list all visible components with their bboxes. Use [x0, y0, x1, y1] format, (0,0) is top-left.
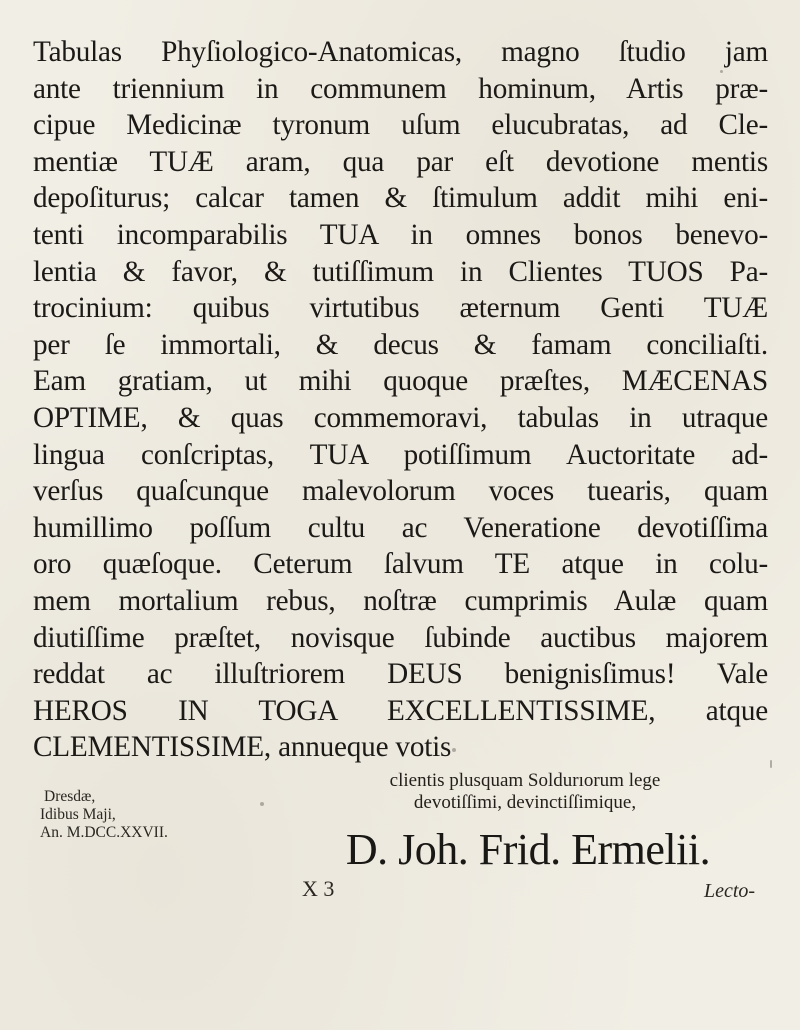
dateline-year: An. M.DCC.XXVII.: [40, 824, 168, 841]
text-line: OPTIME, & quas commemoravi, tabulas in utraque: [33, 401, 768, 434]
closing-line: devotiſſimi, devinctiſſimique,: [413, 792, 637, 813]
paper-speck: [452, 748, 456, 752]
text-line: Eam gratiam, ut mihi quoque præſtes, MÆCENAS: [33, 365, 768, 398]
text-line: lentia & favor, & tutiſſimum in Clientes TUOS Pa-: [33, 255, 768, 288]
text-line: diutiſſime præſtet, novisque ſubinde auctibus majorem: [33, 621, 768, 654]
text-line: depoſiturus; calcar tamen & ſtimulum addit mihi eni-: [33, 182, 768, 215]
text-line: Tabulas Phyſiologico-Anatomicas, magno ſtudio jam: [33, 36, 768, 68]
text-line: per ſe immortali, & decus & famam conciliaſti.: [33, 328, 768, 361]
text-line: CLEMENTISSIME, annueque votis: [33, 731, 452, 764]
text-line: ante triennium in communem hominum, Artis præ-: [33, 72, 768, 105]
text-line: mentiæ TUÆ aram, qua par eſt devotione mentis: [33, 145, 768, 178]
paper-speck: [770, 760, 772, 768]
text-line: trocinium: quibus virtutibus æternum Genti TUÆ: [33, 292, 768, 325]
text-line: cipue Medicinæ tyronum uſum elucubratas, ad Cle-: [33, 109, 768, 142]
text-line: oro quæſoque. Ceterum ſalvum TE atque in colu-: [33, 548, 768, 581]
text-line: mem mortalium rebus, noſtræ cumprimis Aulæ quam: [33, 584, 768, 617]
closing-line: clientis plusquam Soldurıorum lege: [389, 770, 661, 791]
dateline-place: Dresdæ,: [44, 788, 96, 805]
signature: D. Joh. Frid. Ermelii.: [345, 825, 711, 874]
text-line: reddat ac illuſtriorem DEUS benignisſimus! Vale: [33, 658, 768, 691]
signature-mark: X 3: [302, 876, 335, 901]
text-line: HEROS IN TOGA EXCELLENTISSIME, atque: [33, 694, 768, 727]
text-line: verſus quaſcunque malevolorum voces tuearis, quam: [33, 475, 768, 508]
text-line: lingua conſcriptas, TUA potiſſimum Auctoritate ad-: [33, 438, 768, 471]
closing-formula: [290, 770, 760, 814]
dedication-text: [33, 34, 768, 766]
dateline: [40, 788, 168, 842]
text-line: humillimo poſſum cultu ac Veneratione devotiſſima: [33, 511, 768, 544]
paper-speck: [260, 802, 264, 806]
catchword: Lecto-: [704, 880, 756, 902]
paper-speck: [720, 70, 723, 73]
dateline-day: Idibus Maji,: [40, 806, 116, 823]
text-line: tenti incomparabilis TUA in omnes bonos benevo-: [33, 218, 768, 251]
